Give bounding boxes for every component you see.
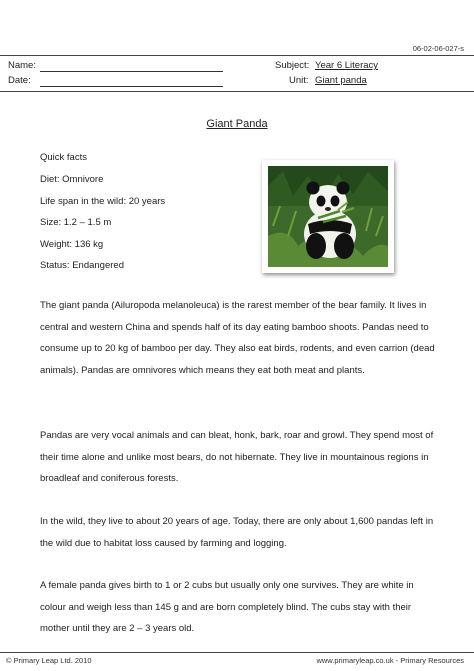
fact-item: Weight: 136 kg [40, 239, 104, 250]
name-field-line[interactable] [40, 71, 223, 72]
header-top-rule [0, 55, 474, 56]
paragraph: A female panda gives birth to 1 or 2 cubs but usually only one survives. They are white in colour and weigh less than 145 g and are born completely blind. The cubs stay with their mother until they are 2 – 3 years old. [40, 580, 414, 634]
header-bottom-rule [0, 91, 474, 92]
panda-photo [268, 166, 388, 267]
unit-label: Unit: [289, 75, 309, 86]
footer-rule [0, 652, 474, 653]
fact-item: Diet: Omnivore [40, 174, 104, 185]
paragraph: In the wild, they live to about 20 years of age. Today, there are only about 1,600 pandas left in the wild due to habitat loss caused by farming and logging. [40, 516, 434, 549]
date-label: Date: [8, 75, 31, 86]
page-title: Giant Panda [206, 118, 268, 130]
unit-value: Giant panda [315, 75, 367, 86]
subject-label: Subject: [275, 60, 310, 71]
fact-item: Quick facts [40, 152, 87, 163]
website-link[interactable]: www.primaryleap.co.uk - Primary Resources [316, 656, 464, 665]
fact-item: Size: 1.2 – 1.5 m [40, 217, 112, 228]
fact-item: Life span in the wild: 20 years [40, 196, 166, 207]
fact-item: Status: Endangered [40, 260, 124, 271]
subject-value: Year 6 Literacy [315, 60, 379, 71]
paragraph: The giant panda (Ailuropoda melanoleuca) is the rarest member of the bear family. It lives in central and western China and spends half of its day eating bamboo shoots. Pandas need to consume up to 20 kg of bamboo per day. They also eat birds, rodents, and even carrion (dead animals). Pandas are omnivores which means they eat both meat and plants. [40, 300, 435, 376]
paragraph: Pandas are very vocal animals and can bleat, honk, bark, roar and growl. They spend most of their time alone and unlike most bears, do not hibernate. They live in mountainous regions in broadleaf and coniferous forests. [40, 430, 434, 484]
name-label: Name: [8, 60, 36, 71]
copyright-text: © Primary Leap Ltd. 2010 [6, 656, 92, 665]
date-field-line[interactable] [40, 86, 223, 87]
panda-photo-frame [262, 160, 394, 273]
document-code: 06-02-06-027-s [412, 44, 464, 53]
